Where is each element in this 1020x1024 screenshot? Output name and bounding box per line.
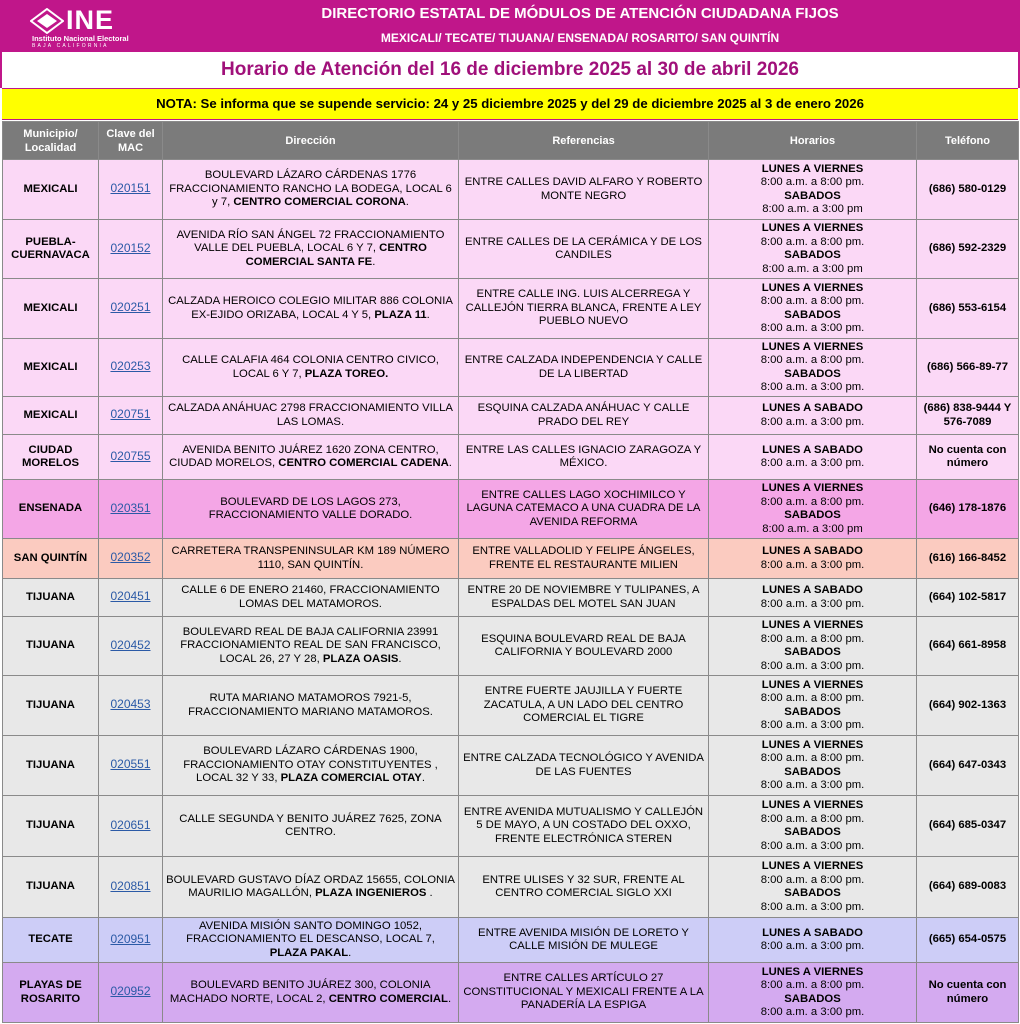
horario-dias: SABADOS (784, 765, 841, 778)
horario-dias: SABADOS (784, 705, 841, 718)
horarios-cell (709, 676, 917, 736)
horario-horas: 8:00 a.m. a 3:00 pm. (760, 779, 865, 791)
clave-link[interactable]: 020351 (110, 500, 151, 515)
column-header-municipio: Municipio/ Localidad (3, 122, 99, 160)
referencias-cell: ENTRE CALZADA TECNOLÓGICO Y AVENIDA DE LAS FUENTES (459, 736, 709, 796)
municipio-cell: TECATE (3, 918, 99, 963)
direccion-plaza: CENTRO COMERCIAL CORONA (233, 196, 406, 209)
direccion-text: BOULEVARD REAL DE BAJA CALIFORNIA 23991 FRACCIONAMIENTO REAL DE SAN FRANCISCO, LOCAL 26, 27 Y 28, (180, 625, 441, 665)
clave-link[interactable]: 020751 (110, 407, 151, 422)
telefono-cell: (616) 166-8452 (917, 539, 1019, 579)
horario-horas: 8:00 a.m. a 3:00 pm. (760, 415, 865, 428)
horario-dias: LUNES A VIERNES (761, 678, 864, 691)
horario-horas: 8:00 a.m. a 8:00 pm. (760, 235, 865, 248)
horario-horas: 8:00 a.m. a 8:00 pm. (760, 812, 865, 825)
direccion-end: . (398, 652, 402, 665)
horario-dias: LUNES A SABADO (762, 402, 863, 414)
direccion-cell (163, 963, 459, 1023)
referencias-cell: ENTRE AVENIDA MUTUALISMO Y CALLEJÓN 5 DE MAYO, A UN COSTADO DEL OXXO, FRENTE ELECTRÓNICA STEREN (459, 796, 709, 857)
direccion-text: BOULEVARD GUSTAVO DÍAZ ORDAZ 15655, COLONIA MAURILIO MAGALLÓN, (166, 873, 455, 899)
table-row (3, 220, 1019, 279)
note-band (2, 88, 1018, 120)
horarios-cell (709, 736, 917, 796)
table-header-row (3, 122, 1019, 160)
referencias-cell: ENTRE VALLADOLID Y FELIPE ÁNGELES, FRENTE EL RESTAURANTE MILIEN (459, 539, 709, 579)
direccion-end: . (426, 308, 430, 321)
referencias-cell: ENTRE ULISES Y 32 SUR, FRENTE AL CENTRO COMERCIAL SIGLO XXI (459, 857, 709, 918)
table-row (3, 579, 1019, 617)
horario-horas: 8:00 a.m. a 3:00 pm (762, 522, 863, 535)
table-row (3, 918, 1019, 963)
telefono-cell: (686) 592-2329 (917, 220, 1019, 279)
hours-band (0, 52, 1020, 88)
horario-dias: LUNES A VIERNES (761, 281, 864, 294)
table-row (3, 160, 1019, 220)
horarios-cell (709, 220, 917, 279)
municipio-cell: TIJUANA (3, 676, 99, 736)
horario-horas: 8:00 a.m. a 3:00 pm. (760, 597, 865, 610)
telefono-cell: (664) 689-0083 (917, 857, 1019, 918)
municipio-cell: SAN QUINTÍN (3, 539, 99, 579)
horario-dias: LUNES A SABADO (762, 545, 863, 557)
table-row (3, 963, 1019, 1023)
horarios-cell (709, 279, 917, 339)
horario-dias: LUNES A SABADO (762, 443, 863, 456)
direccion-plaza: PLAZA OASIS (322, 652, 399, 665)
direccion-cell (163, 339, 459, 397)
column-header-horarios: Horarios (709, 122, 917, 160)
direccion-text: CALLE 6 DE ENERO 21460, FRACCIONAMIENTO LOMAS DEL MATAMOROS. (181, 584, 440, 610)
horario-dias: LUNES A VIERNES (761, 482, 864, 494)
horario-horas: 8:00 a.m. a 8:00 pm. (760, 692, 865, 704)
clave-link[interactable]: 020452 (110, 637, 151, 652)
direccion-text: AVENIDA MISIÓN SANTO DOMINGO 1052, FRACCIONAMIENTO EL DESCANSO, LOCAL 7, (186, 919, 435, 946)
horarios-cell (709, 160, 917, 220)
clave-link[interactable]: 020651 (110, 817, 151, 832)
clave-cell (99, 676, 163, 736)
logo-text: INE (66, 5, 115, 35)
horario-horas: 8:00 a.m. a 3:00 pm. (760, 457, 865, 469)
clave-cell (99, 435, 163, 480)
table-row (3, 857, 1019, 918)
clave-cell (99, 160, 163, 220)
horario-horas: 8:00 a.m. a 8:00 pm. (760, 176, 865, 188)
direccion-cell (163, 397, 459, 435)
clave-link[interactable]: 020253 (110, 359, 151, 374)
clave-link[interactable]: 020551 (110, 757, 151, 772)
municipio-cell: MEXICALI (3, 279, 99, 339)
horario-horas: 8:00 a.m. a 8:00 pm. (760, 752, 865, 764)
horario-dias: SABADOS (784, 887, 841, 899)
clave-link[interactable]: 020851 (110, 878, 151, 893)
direccion-plaza: PLAZA TOREO. (304, 367, 389, 380)
clave-cell (99, 397, 163, 435)
horarios-cell (709, 918, 917, 963)
telefono-cell: (664) 685-0347 (917, 796, 1019, 857)
direccion-end: . (348, 946, 352, 959)
telefono-cell: (686) 566-89-77 (917, 339, 1019, 397)
table-row (3, 539, 1019, 579)
telefono-cell: No cuenta con número (917, 435, 1019, 480)
horario-dias: LUNES A VIERNES (761, 738, 864, 751)
referencias-cell: ENTRE FUERTE JAUJILLA Y FUERTE ZACATULA, A UN LADO DEL CENTRO COMERCIAL EL TIGRE (459, 676, 709, 736)
municipio-cell: TIJUANA (3, 617, 99, 676)
table-row (3, 480, 1019, 539)
horario-dias: SABADOS (784, 308, 841, 321)
horario-horas: 8:00 a.m. a 8:00 pm. (760, 632, 865, 645)
municipio-cell: TIJUANA (3, 857, 99, 918)
horario-dias: LUNES A VIERNES (761, 222, 864, 234)
ine-emblem-icon (30, 8, 64, 34)
telefono-cell: (664) 661-8958 (917, 617, 1019, 676)
municipio-cell: TIJUANA (3, 796, 99, 857)
telefono-cell: (664) 902-1363 (917, 676, 1019, 736)
direccion-plaza: PLAZA INGENIEROS (315, 887, 427, 899)
horario-horas: 8:00 a.m. a 3:00 pm. (760, 900, 865, 913)
top-header (0, 0, 1020, 52)
direccion-end: . (372, 255, 376, 268)
telefono-cell: (664) 647-0343 (917, 736, 1019, 796)
direccion-cell (163, 617, 459, 676)
direccion-cell (163, 480, 459, 539)
referencias-cell: ESQUINA CALZADA ANÁHUAC Y CALLE PRADO DEL REY (459, 397, 709, 435)
clave-link[interactable]: 020755 (110, 448, 151, 463)
clave-cell (99, 339, 163, 397)
direccion-text: CALZADA HEROICO COLEGIO MILITAR 886 COLONIA EX-EJIDO ORIZABA, LOCAL 4 Y 5, (168, 295, 453, 321)
direccion-cell (163, 539, 459, 579)
direccion-text: BOULEVARD DE LOS LAGOS 273, FRACCIONAMIENTO VALLE DORADO. (208, 495, 413, 521)
clave-link[interactable]: 020151 (110, 181, 151, 196)
horarios-cell (709, 963, 917, 1023)
direccion-text: BOULEVARD LÁZARO CÁRDENAS 1900, FRACCIONAMIENTO OTAY CONSTITUYENTES , LOCAL 32 Y 33, (183, 745, 438, 785)
direccion-end: . (405, 196, 409, 209)
clave-cell (99, 220, 163, 279)
horario-horas: 8:00 a.m. a 3:00 pm. (760, 1006, 865, 1018)
horario-dias: LUNES A VIERNES (761, 860, 864, 872)
direccion-text: AVENIDA RÍO SAN ÁNGEL 72 FRACCIONAMIENTO VALLE DEL PUEBLA, LOCAL 6 Y 7, (176, 228, 445, 255)
clave-link[interactable]: 020451 (110, 589, 151, 604)
horarios-cell (709, 857, 917, 918)
direccion-plaza: PLAZA PAKAL (269, 946, 349, 959)
telefono-cell: No cuenta con número (917, 963, 1019, 1023)
clave-link[interactable]: 020152 (110, 240, 151, 255)
referencias-cell: ENTRE LAS CALLES IGNACIO ZARAGOZA Y MÉXICO. (459, 435, 709, 480)
horarios-cell (709, 617, 917, 676)
horario-horas: 8:00 a.m. a 8:00 pm. (760, 354, 865, 366)
telefono-cell: (664) 102-5817 (917, 579, 1019, 617)
clave-cell (99, 480, 163, 539)
direccion-text: CARRETERA TRANSPENINSULAR KM 189 NÚMERO 1110, SAN QUINTÍN. (171, 545, 450, 571)
telefono-cell: (686) 838-9444 Y 576-7089 (917, 397, 1019, 435)
direccion-cell (163, 160, 459, 220)
horario-dias: LUNES A VIERNES (761, 799, 864, 811)
direccion-end: . (448, 457, 452, 469)
referencias-cell: ENTRE CALLES DE LA CERÁMICA Y DE LOS CANDILES (459, 220, 709, 279)
horarios-cell (709, 480, 917, 539)
page-subtitle: MEXICALI/ TECATE/ TIJUANA/ ENSENADA/ ROSARITO/ SAN QUINTÍN (380, 31, 780, 45)
horario-dias: SABADOS (784, 249, 841, 261)
horario-horas: 8:00 a.m. a 3:00 pm. (760, 659, 865, 672)
referencias-cell: ESQUINA BOULEVARD REAL DE BAJA CALIFORNIA Y BOULEVARD 2000 (459, 617, 709, 676)
direccion-cell (163, 918, 459, 963)
clave-link[interactable]: 020251 (110, 300, 151, 315)
table-body (3, 160, 1019, 1023)
direccion-text: BOULEVARD BENITO JUÁREZ 300, COLONIA MACHADO NORTE, LOCAL 2, (169, 979, 431, 1005)
direccion-end: . (447, 992, 452, 1005)
table-row (3, 676, 1019, 736)
column-header-clave: Clave del MAC (99, 122, 163, 160)
clave-link[interactable]: 020952 (110, 984, 151, 999)
horario-dias: SABADOS (784, 646, 841, 658)
horarios-cell (709, 339, 917, 397)
horario-dias: LUNES A SABADO (762, 926, 863, 939)
clave-cell (99, 796, 163, 857)
direccion-cell (163, 796, 459, 857)
horario-dias: LUNES A VIERNES (761, 340, 864, 353)
clave-cell (99, 617, 163, 676)
direccion-text: CALZADA ANÁHUAC 2798 FRACCIONAMIENTO VILLA LAS LOMAS. (168, 402, 453, 428)
horarios-cell (709, 579, 917, 617)
table-row (3, 796, 1019, 857)
horario-horas: 8:00 a.m. a 3:00 pm. (760, 381, 865, 393)
direccion-text: CALLE CALAFIA 464 COLONIA CENTRO CIVICO, LOCAL 6 Y 7, (182, 354, 439, 380)
clave-link[interactable]: 020352 (110, 550, 151, 565)
referencias-cell: ENTRE AVENIDA MISIÓN DE LORETO Y CALLE MISIÓN DE MULEGE (459, 918, 709, 963)
horarios-cell (709, 435, 917, 480)
horario-dias: SABADOS (784, 189, 841, 202)
clave-link[interactable]: 020951 (110, 931, 151, 946)
page-title: DIRECTORIO ESTATAL DE MÓDULOS DE ATENCIÓN CIUDADANA FIJOS (321, 5, 839, 22)
direccion-cell (163, 857, 459, 918)
table-row (3, 617, 1019, 676)
municipio-cell: MEXICALI (3, 160, 99, 220)
clave-cell (99, 736, 163, 796)
direccion-plaza: CENTRO COMERCIAL SANTA FE (245, 242, 427, 268)
column-header-direccion: Dirección (163, 122, 459, 160)
direccion-plaza: PLAZA 11 (374, 308, 427, 321)
horario-horas: 8:00 a.m. a 3:00 pm. (760, 558, 865, 571)
table-row (3, 279, 1019, 339)
municipio-cell: TIJUANA (3, 736, 99, 796)
table-row (3, 736, 1019, 796)
telefono-cell: (686) 553-6154 (917, 279, 1019, 339)
logo-subtitle: Instituto Nacional Electoral (32, 34, 129, 43)
clave-cell (99, 857, 163, 918)
municipio-cell: PLAYAS DE ROSARITO (3, 963, 99, 1023)
column-header-telefono: Teléfono (917, 122, 1019, 160)
direccion-cell (163, 220, 459, 279)
referencias-cell: ENTRE 20 DE NOVIEMBRE Y TULIPANES, A ESPALDAS DEL MOTEL SAN JUAN (459, 579, 709, 617)
horario-horas: 8:00 a.m. a 8:00 pm. (760, 873, 865, 886)
referencias-cell: ENTRE CALLES DAVID ALFARO Y ROBERTO MONTE NEGRO (459, 160, 709, 220)
telefono-cell: (686) 580-0129 (917, 160, 1019, 220)
municipio-cell: TIJUANA (3, 579, 99, 617)
horario-horas: 8:00 a.m. a 8:00 pm. (760, 295, 865, 307)
direccion-plaza: CENTRO COMERCIAL (328, 992, 448, 1005)
direccion-plaza: CENTRO COMERCIAL CADENA (278, 457, 449, 469)
horarios-cell (709, 397, 917, 435)
telefono-cell: (646) 178-1876 (917, 480, 1019, 539)
ine-logo (14, 6, 164, 48)
table-row (3, 339, 1019, 397)
horario-dias: SABADOS (784, 509, 841, 521)
direccion-cell (163, 279, 459, 339)
horario-dias: SABADOS (784, 826, 841, 838)
direccion-cell (163, 435, 459, 480)
municipio-cell: MEXICALI (3, 397, 99, 435)
direccion-cell (163, 736, 459, 796)
horario-horas: 8:00 a.m. a 8:00 pm. (760, 495, 865, 508)
horario-dias: SABADOS (784, 992, 841, 1005)
direccion-cell (163, 579, 459, 617)
horarios-cell (709, 796, 917, 857)
telefono-cell: (665) 654-0575 (917, 918, 1019, 963)
horario-dias: LUNES A SABADO (762, 584, 863, 596)
referencias-cell: ENTRE CALLES ARTÍCULO 27 CONSTITUCIONAL Y MEXICALI FRENTE A LA PANADERÍA LA ESPIGA (459, 963, 709, 1023)
horario-dias: SABADOS (784, 367, 841, 380)
horario-dias: LUNES A VIERNES (761, 619, 864, 631)
municipio-cell: CIUDAD MORELOS (3, 435, 99, 480)
suspension-note: NOTA: Se informa que se supende servicio: 24 y 25 diciembre 2025 y del 29 de diciembre 2025 al 3 de enero 2026 (156, 96, 864, 111)
clave-cell (99, 539, 163, 579)
direccion-text: AVENIDA BENITO JUÁREZ 1620 ZONA CENTRO, CIUDAD MORELOS, (169, 443, 439, 469)
modules-table (2, 121, 1019, 1023)
direccion-text: BOULEVARD LÁZARO CÁRDENAS 1776 FRACCIONAMIENTO RANCHO LA BODEGA, LOCAL 6 y 7, (169, 169, 452, 209)
hours-title: Horario de Atención del 16 de diciembre 2025 al 30 de abril 2026 (221, 59, 799, 80)
clave-cell (99, 963, 163, 1023)
municipio-cell: ENSENADA (3, 480, 99, 539)
table-row (3, 435, 1019, 480)
horario-horas: 8:00 a.m. a 3:00 pm (762, 262, 863, 275)
direccion-text: RUTA MARIANO MATAMOROS 7921-5, FRACCIONAMIENTO MARIANO MATAMOROS. (188, 692, 433, 718)
table-row (3, 397, 1019, 435)
horario-horas: 8:00 a.m. a 3:00 pm. (760, 839, 865, 852)
horario-dias: LUNES A VIERNES (761, 965, 864, 978)
clave-link[interactable]: 020453 (110, 697, 151, 712)
clave-cell (99, 279, 163, 339)
horario-horas: 8:00 a.m. a 3:00 pm. (760, 322, 865, 334)
clave-cell (99, 918, 163, 963)
horario-dias: LUNES A VIERNES (761, 162, 864, 175)
referencias-cell: ENTRE CALLES LAGO XOCHIMILCO Y LAGUNA CATEMACO A UNA CUADRA DE LA AVENIDA REFORMA (459, 480, 709, 539)
horarios-cell (709, 539, 917, 579)
horario-horas: 8:00 a.m. a 3:00 pm (762, 203, 863, 215)
horario-horas: 8:00 a.m. a 3:00 pm. (760, 719, 865, 731)
clave-cell (99, 579, 163, 617)
municipio-cell: PUEBLA-CUERNAVACA (3, 220, 99, 279)
direccion-plaza: PLAZA COMERCIAL OTAY (280, 772, 422, 785)
direccion-end: . (421, 772, 425, 785)
direccion-cell (163, 676, 459, 736)
referencias-cell: ENTRE CALZADA INDEPENDENCIA Y CALLE DE LA LIBERTAD (459, 339, 709, 397)
referencias-cell: ENTRE CALLE ING. LUIS ALCERREGA Y CALLEJÓN TIERRA BLANCA, FRENTE A LEY PUEBLO NUEVO (459, 279, 709, 339)
horario-horas: 8:00 a.m. a 8:00 pm. (760, 979, 865, 991)
direccion-text: CALLE SEGUNDA Y BENITO JUÁREZ 7625, ZONA CENTRO. (179, 812, 442, 838)
horario-horas: 8:00 a.m. a 3:00 pm. (760, 940, 865, 952)
column-header-referencias: Referencias (459, 122, 709, 160)
direccion-end: . (426, 887, 433, 899)
logo-state: BAJA CALIFORNIA (32, 43, 109, 49)
municipio-cell: MEXICALI (3, 339, 99, 397)
